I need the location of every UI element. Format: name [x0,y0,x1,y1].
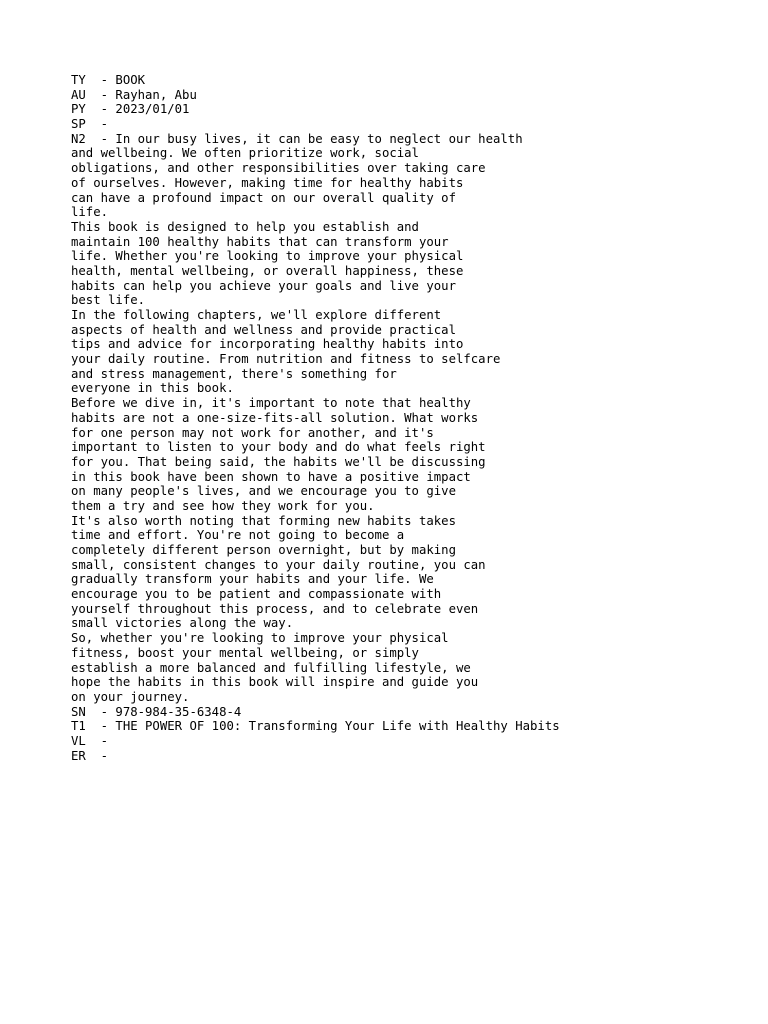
text-line: of ourselves. However, making time for healthy habits [71,175,464,190]
text-line: This book is designed to help you establish and [71,219,419,234]
ris-citation-document [71,73,761,763]
text-line: for one person may not work for another, and it's [71,425,434,440]
text-line: So, whether you're looking to improve your physical [71,631,449,646]
text-line: It's also worth noting that forming new habits takes [71,513,456,528]
text-line: small victories along the way. [71,616,294,631]
text-line: and stress management, there's something for [71,366,397,381]
text-line: in this book have been shown to have a positive impact [71,469,471,484]
text-line: hope the habits in this book will inspire and guide you [71,675,479,690]
text-line: your daily routine. From nutrition and fitness to selfcare [71,352,501,367]
text-line: important to listen to your body and do what feels right [71,440,486,455]
text-line: encourage you to be patient and compassionate with [71,587,442,602]
text-line: establish a more balanced and fulfilling lifestyle, we [71,660,471,675]
text-line: tips and advice for incorporating healthy habits into [71,337,464,352]
text-line: time and effort. You're not going to become a [71,528,405,543]
text-line: SN - 978-984-35-6348-4 [71,704,242,719]
text-line: best life. [71,293,146,308]
text-line: SP - [71,117,109,132]
text-line: ER - [71,748,109,763]
text-line: them a try and see how they work for you. [71,498,375,513]
text-line: on many people's lives, and we encourage you to give [71,484,456,499]
text-line: N2 - In our busy lives, it can be easy to neglect our health [71,131,523,146]
text-line: life. [71,205,109,220]
text-line: can have a profound impact on our overall quality of [71,190,456,205]
text-line: and wellbeing. We often prioritize work, social [71,146,419,161]
text-line: TY - BOOK [71,73,146,87]
text-line: small, consistent changes to your daily routine, you can [71,557,486,572]
text-line: on your journey. [71,689,190,704]
text-line: habits are not a one-size-fits-all solution. What works [71,410,479,425]
text-line: everyone in this book. [71,381,234,396]
text-line: maintain 100 healthy habits that can transform your [71,234,449,249]
text-line: Before we dive in, it's important to note that healthy [71,396,471,411]
text-line: completely different person overnight, but by making [71,543,456,557]
text-line: In the following chapters, we'll explore different [71,308,442,322]
text-line: VL - [71,733,109,748]
text-line: yourself throughout this process, and to celebrate even [71,601,479,616]
text-line: AU - Rayhan, Abu [71,87,197,102]
text-line: habits can help you achieve your goals and live your [71,278,456,293]
text-line: gradually transform your habits and your life. We [71,572,434,587]
text-line: health, mental wellbeing, or overall happiness, these [71,263,464,278]
text-line: obligations, and other responsibilities over taking care [71,161,486,176]
document-lines [71,73,761,763]
text-line: for you. That being said, the habits we'll be discussing [71,454,486,469]
text-line: fitness, boost your mental wellbeing, or simply [71,645,419,660]
text-line: life. Whether you're looking to improve your physical [71,249,464,264]
text-line: aspects of health and wellness and provide practical [71,322,456,337]
text-line: PY - 2023/01/01 [71,102,190,117]
text-line: T1 - THE POWER OF 100: Transforming Your Life with Healthy Habits [71,719,560,734]
